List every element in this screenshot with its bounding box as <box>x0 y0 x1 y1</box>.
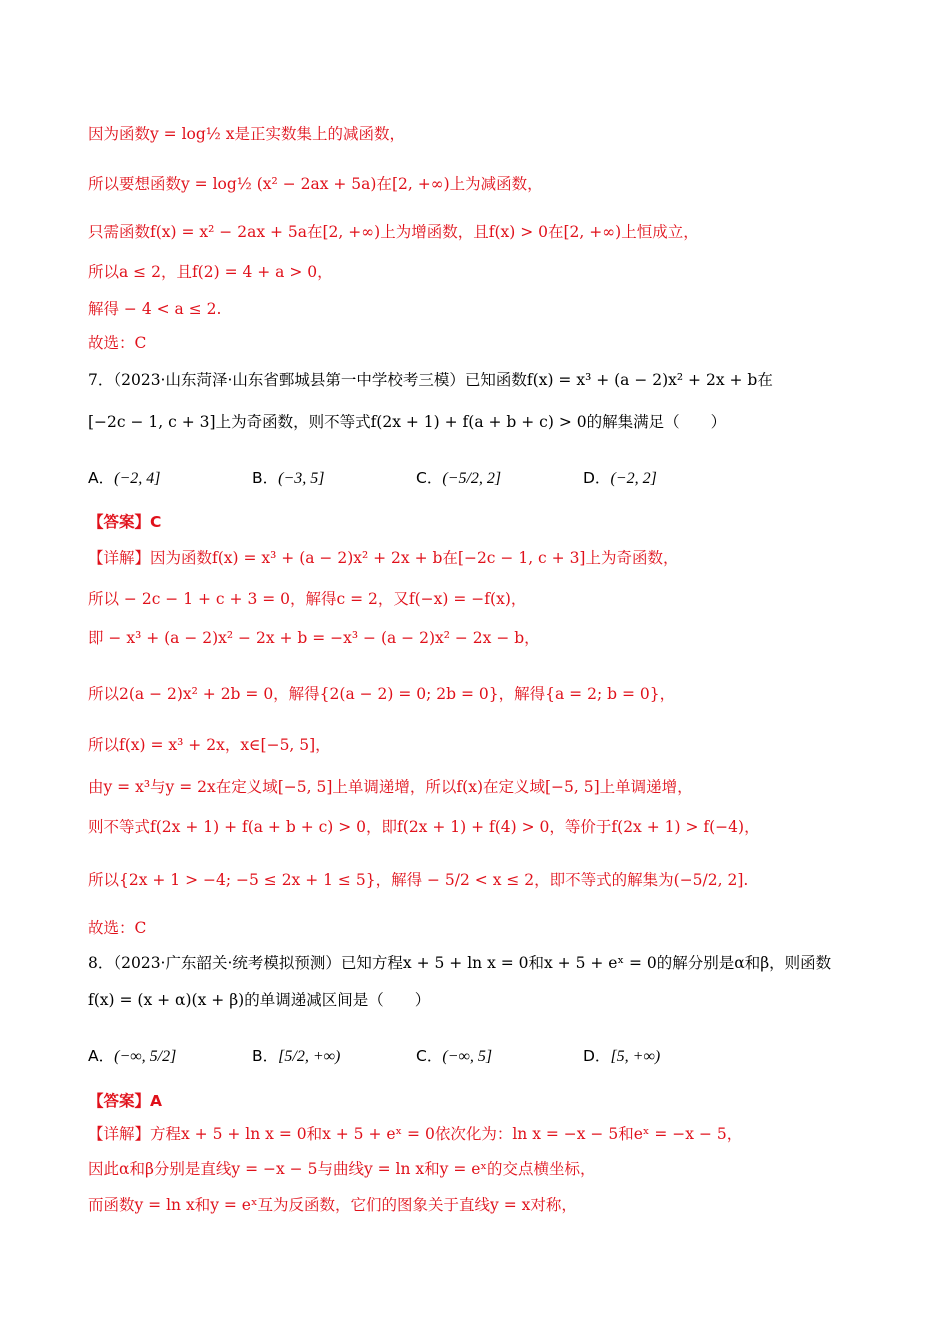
text-line: 所以要想函数y = log½ (x² − 2ax + 5a)在[2, +∞)上为减函数， <box>88 175 543 193</box>
option-value: (−3, 5] <box>278 470 325 487</box>
option-value: (−2, 2] <box>610 470 657 487</box>
explanation-line: 因此α和β分别是直线y = −x − 5与曲线y = ln x和y = eˣ的交点横坐标， <box>88 1160 596 1178</box>
question-7-stem: 7．（2023·山东菏泽·山东省鄄城县第一中学校考三模）已知函数f(x) = x³ + (a − 2)x² + 2x + b在 <box>88 371 773 389</box>
text-line: 因为函数y = log½ x是正实数集上的减函数， <box>88 125 406 143</box>
question-7-stem-cont: [−2c − 1, c + 3]上为奇函数，则不等式f(2x + 1) + f(a + b + c) > 0的解集满足（ ） <box>88 413 727 431</box>
question-8-stem: 8．（2023·广东韶关·统考模拟预测）已知方程x + 5 + ln x = 0和x + 5 + eˣ = 0的解分别是α和β，则函数 <box>88 954 832 972</box>
explanation-line: 而函数y = ln x和y = eˣ互为反函数，它们的图象关于直线y = x对称， <box>88 1196 577 1214</box>
option-value: (−∞, 5/2] <box>114 1048 177 1065</box>
explanation-line: 由y = x³与y = 2x在定义域[−5, 5]上单调递增，所以f(x)在定义域[−5, 5]上单调递增， <box>88 778 693 796</box>
answer-tag: 【答案】A <box>88 1092 162 1110</box>
explanation-line: 即 − x³ + (a − 2)x² − 2x + b = −x³ − (a − 2)x² − 2x − b， <box>88 629 540 647</box>
explanation-line: 所以f(x) = x³ + 2x，x∈[−5, 5]， <box>88 736 331 754</box>
option-label: A． <box>88 1047 115 1065</box>
option-label: C． <box>416 469 443 487</box>
explanation-line: 【详解】方程x + 5 + ln x = 0和x + 5 + eˣ = 0依次化为：ln x = −x − 5和eˣ = −x − 5， <box>88 1125 743 1143</box>
q8-option-c <box>416 1044 492 1069</box>
text-line: 解得 − 4 < a ≤ 2. <box>88 300 222 318</box>
q7-option-a <box>88 466 160 491</box>
option-label: A． <box>88 469 115 487</box>
q7-option-d <box>583 466 657 491</box>
text-line: 只需函数f(x) = x² − 2ax + 5a在[2, +∞)上为增函数，且f(x) > 0在[2, +∞)上恒成立， <box>88 223 699 241</box>
question-8-stem-cont: f(x) = (x + α)(x + β)的单调递减区间是（ ） <box>88 991 431 1009</box>
explanation-line: 所以{2x + 1 > −4; −5 ≤ 2x + 1 ≤ 5}，解得 − 5/2 < x ≤ 2，即不等式的解集为(−5/2, 2]. <box>88 871 749 889</box>
option-value: [5/2, +∞) <box>278 1048 341 1065</box>
q7-option-c <box>416 466 501 491</box>
answer-tag: 【答案】C <box>88 513 162 531</box>
explanation-line: 【详解】因为函数f(x) = x³ + (a − 2)x² + 2x + b在[−2c − 1, c + 3]上为奇函数， <box>88 549 679 567</box>
q8-option-b <box>252 1044 340 1069</box>
option-label: B． <box>252 469 279 487</box>
q8-option-a <box>88 1044 176 1069</box>
explanation-line: 所以 − 2c − 1 + c + 3 = 0，解得c = 2，又f(−x) = −f(x)， <box>88 590 527 608</box>
explanation-line: 则不等式f(2x + 1) + f(a + b + c) > 0，即f(2x + 1) + f(4) > 0，等价于f(2x + 1) > f(−4)， <box>88 818 760 836</box>
option-label: D． <box>583 469 611 487</box>
option-value: [5, +∞) <box>610 1048 661 1065</box>
option-value: (−∞, 5] <box>442 1048 493 1065</box>
option-value: (−2, 4] <box>114 470 161 487</box>
explanation-line: 所以2(a − 2)x² + 2b = 0，解得{2(a − 2) = 0; 2b = 0}，解得{a = 2; b = 0}， <box>88 685 676 703</box>
option-label: D． <box>583 1047 611 1065</box>
text-line: 所以a ≤ 2，且f(2) = 4 + a > 0， <box>88 263 333 281</box>
option-label: B． <box>252 1047 279 1065</box>
option-value: (−5/2, 2] <box>442 470 502 487</box>
q7-option-b <box>252 466 325 491</box>
answer-choice-line: 故选：C <box>88 334 147 352</box>
q8-option-d <box>583 1044 660 1069</box>
option-label: C． <box>416 1047 443 1065</box>
answer-choice-line: 故选：C <box>88 919 147 937</box>
